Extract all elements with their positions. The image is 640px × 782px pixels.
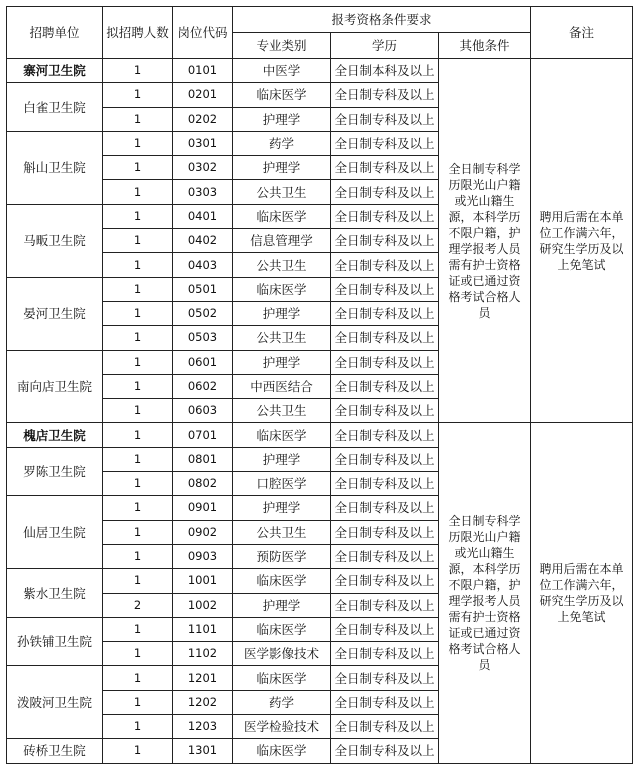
education-cell: 全日制专科及以上 xyxy=(331,204,439,228)
headcount-cell: 1 xyxy=(103,715,173,739)
major-cell: 临床医学 xyxy=(233,83,331,107)
position-code-cell: 1203 xyxy=(173,715,233,739)
position-code-cell: 0601 xyxy=(173,350,233,374)
unit-name: 马畈卫生院 xyxy=(7,204,103,277)
major-cell: 医学影像技术 xyxy=(233,642,331,666)
position-code-cell: 0801 xyxy=(173,447,233,471)
table-body xyxy=(7,59,633,764)
header-code: 岗位代码 xyxy=(173,7,233,59)
unit-name: 南向店卫生院 xyxy=(7,350,103,423)
major-cell: 临床医学 xyxy=(233,204,331,228)
education-cell: 全日制专科及以上 xyxy=(331,374,439,398)
position-code-cell: 0301 xyxy=(173,131,233,155)
major-cell: 临床医学 xyxy=(233,277,331,301)
major-cell: 公共卫生 xyxy=(233,253,331,277)
headcount-cell: 1 xyxy=(103,253,173,277)
education-cell: 全日制专科及以上 xyxy=(331,544,439,568)
headcount-cell: 1 xyxy=(103,544,173,568)
education-cell: 全日制专科及以上 xyxy=(331,739,439,763)
education-cell: 全日制专科及以上 xyxy=(331,617,439,641)
major-cell: 临床医学 xyxy=(233,666,331,690)
position-code-cell: 0502 xyxy=(173,301,233,325)
header-count: 拟招聘人数 xyxy=(103,7,173,59)
remarks-cell: 聘用后需在本单位工作满六年，研究生学历及以上免笔试 xyxy=(531,59,633,423)
major-cell: 中西医结合 xyxy=(233,374,331,398)
position-code-cell: 0402 xyxy=(173,229,233,253)
headcount-cell: 1 xyxy=(103,617,173,641)
headcount-cell: 1 xyxy=(103,374,173,398)
education-cell: 全日制专科及以上 xyxy=(331,472,439,496)
headcount-cell: 1 xyxy=(103,472,173,496)
major-cell: 药学 xyxy=(233,131,331,155)
position-code-cell: 1002 xyxy=(173,593,233,617)
education-cell: 全日制本科及以上 xyxy=(331,59,439,83)
unit-name: 斛山卫生院 xyxy=(7,131,103,204)
remarks-cell: 聘用后需在本单位工作满六年，研究生学历及以上免笔试 xyxy=(531,423,633,763)
headcount-cell: 1 xyxy=(103,83,173,107)
table-row xyxy=(7,59,633,83)
education-cell: 全日制专科及以上 xyxy=(331,107,439,131)
recruitment-table xyxy=(6,6,633,764)
unit-name: 槐店卫生院 xyxy=(7,423,103,447)
headcount-cell: 1 xyxy=(103,520,173,544)
position-code-cell: 1101 xyxy=(173,617,233,641)
headcount-cell: 1 xyxy=(103,739,173,763)
major-cell: 护理学 xyxy=(233,350,331,374)
header-requirements: 报考资格条件要求 xyxy=(233,7,531,33)
major-cell: 护理学 xyxy=(233,593,331,617)
education-cell: 全日制专科及以上 xyxy=(331,593,439,617)
headcount-cell: 2 xyxy=(103,593,173,617)
education-cell: 全日制专科及以上 xyxy=(331,520,439,544)
education-cell: 全日制专科及以上 xyxy=(331,423,439,447)
major-cell: 公共卫生 xyxy=(233,399,331,423)
other-conditions-cell: 全日制专科学历限光山户籍或光山籍生源，本科学历不限户籍，护理学报考人员需有护士资格证或已通过资格考试合格人员 xyxy=(439,59,531,423)
education-cell: 全日制专科及以上 xyxy=(331,180,439,204)
headcount-cell: 1 xyxy=(103,59,173,83)
header-unit: 招聘单位 xyxy=(7,7,103,59)
headcount-cell: 1 xyxy=(103,666,173,690)
headcount-cell: 1 xyxy=(103,642,173,666)
headcount-cell: 1 xyxy=(103,229,173,253)
position-code-cell: 0101 xyxy=(173,59,233,83)
education-cell: 全日制专科及以上 xyxy=(331,301,439,325)
unit-name: 泼陂河卫生院 xyxy=(7,666,103,739)
position-code-cell: 0902 xyxy=(173,520,233,544)
major-cell: 中医学 xyxy=(233,59,331,83)
headcount-cell: 1 xyxy=(103,180,173,204)
headcount-cell: 1 xyxy=(103,569,173,593)
unit-name: 砖桥卫生院 xyxy=(7,739,103,763)
education-cell: 全日制专科及以上 xyxy=(331,399,439,423)
education-cell: 全日制专科及以上 xyxy=(331,690,439,714)
position-code-cell: 0903 xyxy=(173,544,233,568)
headcount-cell: 1 xyxy=(103,107,173,131)
unit-name: 罗陈卫生院 xyxy=(7,447,103,496)
major-cell: 公共卫生 xyxy=(233,520,331,544)
education-cell: 全日制专科及以上 xyxy=(331,131,439,155)
position-code-cell: 0401 xyxy=(173,204,233,228)
headcount-cell: 1 xyxy=(103,350,173,374)
headcount-cell: 1 xyxy=(103,277,173,301)
headcount-cell: 1 xyxy=(103,204,173,228)
headcount-cell: 1 xyxy=(103,690,173,714)
major-cell: 护理学 xyxy=(233,156,331,180)
major-cell: 信息管理学 xyxy=(233,229,331,253)
major-cell: 临床医学 xyxy=(233,423,331,447)
major-cell: 护理学 xyxy=(233,301,331,325)
education-cell: 全日制专科及以上 xyxy=(331,642,439,666)
header-major: 专业类别 xyxy=(233,33,331,59)
position-code-cell: 0201 xyxy=(173,83,233,107)
education-cell: 全日制专科及以上 xyxy=(331,496,439,520)
position-code-cell: 0503 xyxy=(173,326,233,350)
position-code-cell: 0501 xyxy=(173,277,233,301)
header-education: 学历 xyxy=(331,33,439,59)
position-code-cell: 0302 xyxy=(173,156,233,180)
education-cell: 全日制专科及以上 xyxy=(331,83,439,107)
education-cell: 全日制专科及以上 xyxy=(331,277,439,301)
major-cell: 口腔医学 xyxy=(233,472,331,496)
major-cell: 公共卫生 xyxy=(233,326,331,350)
major-cell: 临床医学 xyxy=(233,569,331,593)
position-code-cell: 0303 xyxy=(173,180,233,204)
major-cell: 临床医学 xyxy=(233,617,331,641)
education-cell: 全日制专科及以上 xyxy=(331,350,439,374)
position-code-cell: 0403 xyxy=(173,253,233,277)
position-code-cell: 0602 xyxy=(173,374,233,398)
major-cell: 护理学 xyxy=(233,107,331,131)
education-cell: 全日制专科及以上 xyxy=(331,229,439,253)
education-cell: 全日制专科及以上 xyxy=(331,326,439,350)
education-cell: 全日制专科及以上 xyxy=(331,253,439,277)
headcount-cell: 1 xyxy=(103,423,173,447)
unit-name: 白雀卫生院 xyxy=(7,83,103,132)
headcount-cell: 1 xyxy=(103,399,173,423)
headcount-cell: 1 xyxy=(103,447,173,471)
education-cell: 全日制专科及以上 xyxy=(331,156,439,180)
unit-name: 紫水卫生院 xyxy=(7,569,103,618)
position-code-cell: 1301 xyxy=(173,739,233,763)
position-code-cell: 1202 xyxy=(173,690,233,714)
position-code-cell: 0603 xyxy=(173,399,233,423)
major-cell: 医学检验技术 xyxy=(233,715,331,739)
major-cell: 护理学 xyxy=(233,496,331,520)
major-cell: 护理学 xyxy=(233,447,331,471)
education-cell: 全日制专科及以上 xyxy=(331,666,439,690)
unit-name: 孙铁铺卫生院 xyxy=(7,617,103,666)
major-cell: 预防医学 xyxy=(233,544,331,568)
headcount-cell: 1 xyxy=(103,301,173,325)
education-cell: 全日制专科及以上 xyxy=(331,715,439,739)
unit-name: 寨河卫生院 xyxy=(7,59,103,83)
education-cell: 全日制专科及以上 xyxy=(331,447,439,471)
position-code-cell: 0901 xyxy=(173,496,233,520)
headcount-cell: 1 xyxy=(103,326,173,350)
unit-name: 仙居卫生院 xyxy=(7,496,103,569)
header-other: 其他条件 xyxy=(439,33,531,59)
position-code-cell: 1201 xyxy=(173,666,233,690)
position-code-cell: 0701 xyxy=(173,423,233,447)
position-code-cell: 0202 xyxy=(173,107,233,131)
position-code-cell: 1102 xyxy=(173,642,233,666)
major-cell: 临床医学 xyxy=(233,739,331,763)
headcount-cell: 1 xyxy=(103,156,173,180)
position-code-cell: 1001 xyxy=(173,569,233,593)
headcount-cell: 1 xyxy=(103,131,173,155)
headcount-cell: 1 xyxy=(103,496,173,520)
header-remarks: 备注 xyxy=(531,7,633,59)
unit-name: 晏河卫生院 xyxy=(7,277,103,350)
position-code-cell: 0802 xyxy=(173,472,233,496)
education-cell: 全日制专科及以上 xyxy=(331,569,439,593)
major-cell: 公共卫生 xyxy=(233,180,331,204)
major-cell: 药学 xyxy=(233,690,331,714)
table-row xyxy=(7,423,633,447)
other-conditions-cell: 全日制专科学历限光山户籍或光山籍生源，本科学历不限户籍，护理学报考人员需有护士资格证或已通过资格考试合格人员 xyxy=(439,423,531,763)
